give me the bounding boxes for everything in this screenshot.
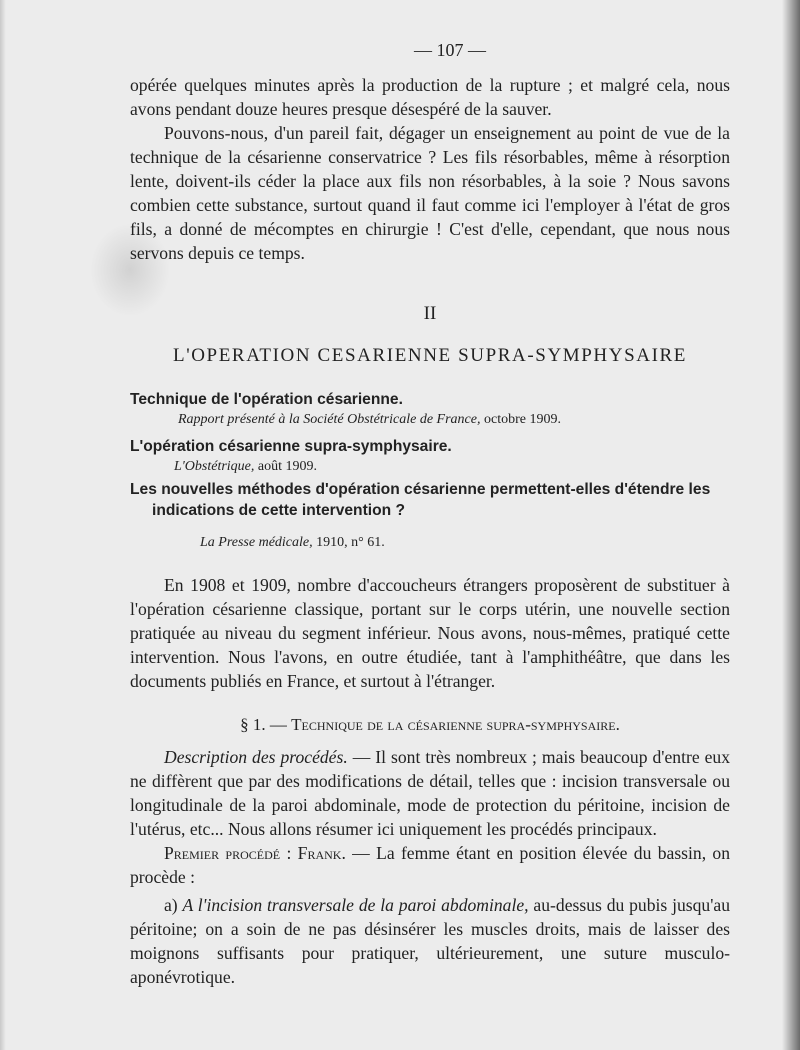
description-paragraph <box>130 745 730 841</box>
description-text: — Il sont très nombreux ; mais beaucoup d'entre eux ne diffèrent que par des modifications de détail, telles que : incision transversale ou longitudinale de la paroi abdominale, mode de protection du péritoine, incision de l'utérus, etc... Nous allons résumer ici uniquement les procédés principaux. <box>130 747 731 839</box>
paragraph-question: Pouvons-nous, d'un pareil fait, dégager un enseignement au point de vue de la technique de la césarienne conservatrice ? Les fils résorbables, même à résorption lente, doivent-ils céder la place aux fils non résorbables, à la soie ? Nous savons combien cette substance, surtout quand il faut comme ici l'employer à l'état de gros fils, a donné de mécomptes en chirurgie ! C'est d'elle, cependant, que nous nous servons depuis ce temps. <box>130 123 730 263</box>
section-title: Technique de la césarienne supra-symphysaire. <box>291 715 620 734</box>
reference-source-name: Rapport présenté à la Société Obstétricale de France, <box>178 412 481 427</box>
reference-item <box>130 389 730 430</box>
chapter-number: II <box>423 303 437 324</box>
procedure-text: — La femme étant en position élevée du bassin, on procède : <box>130 843 731 887</box>
paragraph-continued: opérée quelques minutes après la production de la rupture ; et malgré cela, nous avons pendant douze heures presque désespéré de la sauver. <box>130 75 730 119</box>
page-edge-shadow-left <box>0 0 6 1050</box>
step-a-text: au-dessus du pubis jusqu'au péritoine; on a soin de ne pas désinsérer les muscles droits, mais de laisser des moignons suffisants pour pratiquer, ultérieurement, une suture musculo-aponévrotique. <box>130 895 730 987</box>
intro-paragraph: En 1908 et 1909, nombre d'accoucheurs étrangers proposèrent de substituer à l'opération césarienne classique, portant sur le corps utérin, une nouvelle section pratiquée au niveau du segment inférieur. Nous avons, nous-mêmes, pratiqué cette intervention. Nous l'avons, en outre étudiée, tant à l'amphithéâtre, que dans les documents publiés en France, et surtout à l'étranger. <box>130 575 730 691</box>
procedure-author: Frank. <box>297 843 346 863</box>
reference-source <box>130 410 730 430</box>
reference-item <box>130 479 730 553</box>
reference-list <box>130 389 730 553</box>
step-a-marker: a) <box>164 895 183 915</box>
reference-source <box>130 533 730 553</box>
reference-title: L'opération césarienne supra-symphysaire. <box>130 438 452 455</box>
reference-date: octobre 1909. <box>483 412 561 427</box>
chapter-title: L'OPERATION CESARIENNE SUPRA-SYMPHYSAIRE <box>173 345 687 366</box>
procedure-label: Premier procédé <box>164 843 281 863</box>
step-a-lead: A l'incision transversale de la paroi abdominale, <box>182 895 529 915</box>
procedure-separator: : <box>280 843 298 863</box>
description-lead: Description des procédés. <box>164 747 348 767</box>
reference-source-name: L'Obstétrique, <box>174 459 255 474</box>
reference-item <box>130 436 730 477</box>
reference-title: Technique de l'opération césarienne. <box>130 391 403 408</box>
reference-date: août 1909. <box>257 459 317 474</box>
reference-title: Les nouvelles méthodes d'opération césarienne permettent-elles d'étendre les indications de cette intervention ? <box>130 481 711 519</box>
page-content <box>130 40 730 989</box>
reference-source <box>130 457 730 477</box>
reference-date: 1910, n° 61. <box>316 535 385 550</box>
reference-source-name: La Presse médicale, <box>200 535 313 550</box>
page-number: — 107 — <box>414 40 486 60</box>
page-edge-shadow-right <box>782 0 800 1050</box>
step-a-paragraph <box>130 893 730 989</box>
procedure-paragraph <box>130 841 730 889</box>
section-number: § 1. — <box>240 715 287 734</box>
section-heading <box>130 715 730 735</box>
